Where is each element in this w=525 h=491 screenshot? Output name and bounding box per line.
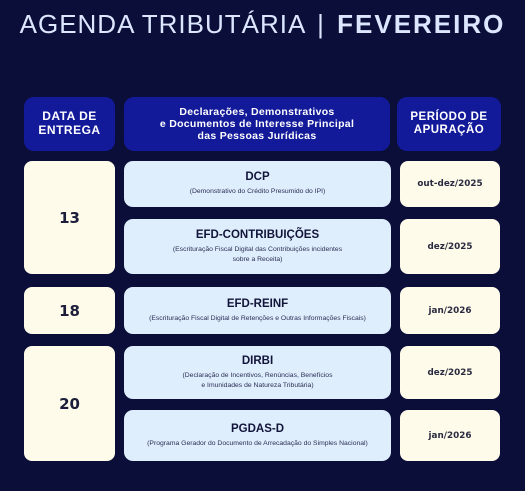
period-cell: jan/2026 bbox=[400, 410, 500, 461]
header-period bbox=[397, 97, 501, 151]
obligation-name: EFD-CONTRIBUIÇÕES bbox=[195, 228, 320, 241]
obligation-name: EFD-REINF bbox=[226, 297, 289, 310]
obligation-name: PGDAS-D bbox=[230, 422, 285, 435]
obligation-description: (Escrituração Fiscal Digital de Retenções e Outras Informações Fiscais) bbox=[149, 314, 366, 322]
obligation-description: (Declaração de Incentivos, Renúncias, Benefícios e Imunidades de Natureza Tributária) bbox=[182, 371, 333, 389]
obligation-item bbox=[124, 410, 391, 461]
obligation-item bbox=[124, 219, 391, 274]
obligation-item bbox=[124, 346, 391, 399]
title-month: FEVEREIRO bbox=[337, 9, 506, 39]
header-date-label: DATA DE ENTREGA bbox=[38, 109, 101, 137]
obligation-description: (Programa Gerador do Documento de Arrecadação do Simples Nacional) bbox=[147, 439, 368, 447]
period-cell: out-dez/2025 bbox=[400, 161, 500, 207]
date-cell: 13 bbox=[24, 161, 115, 274]
period-cell: dez/2025 bbox=[400, 346, 500, 399]
obligation-description: (Demonstrativo do Crédito Presumido do IPI) bbox=[189, 188, 326, 196]
title-separator: | bbox=[317, 9, 325, 39]
period-cell: jan/2026 bbox=[400, 287, 500, 334]
obligation-item bbox=[124, 287, 391, 334]
obligation-item bbox=[124, 161, 391, 207]
date-cell: 20 bbox=[24, 346, 115, 461]
header-description-label: Declarações, Demonstrativos e Documentos de Interesse Principal das Pessoas Jurídicas bbox=[159, 105, 355, 143]
header-description bbox=[124, 97, 390, 151]
period-cell: dez/2025 bbox=[400, 219, 500, 274]
date-cell: 18 bbox=[24, 287, 115, 334]
obligation-name: DCP bbox=[245, 171, 270, 184]
header-period-label: PERÍODO DE APURAÇÃO bbox=[410, 110, 488, 136]
obligation-description: (Escrituração Fiscal Digital das Contribuições incidentes sobre a Receita) bbox=[172, 245, 343, 263]
title-agenda: AGENDA TRIBUTÁRIA bbox=[19, 9, 305, 39]
page-title bbox=[0, 9, 525, 40]
header-date bbox=[24, 97, 115, 151]
obligation-name: DIRBI bbox=[241, 354, 274, 367]
